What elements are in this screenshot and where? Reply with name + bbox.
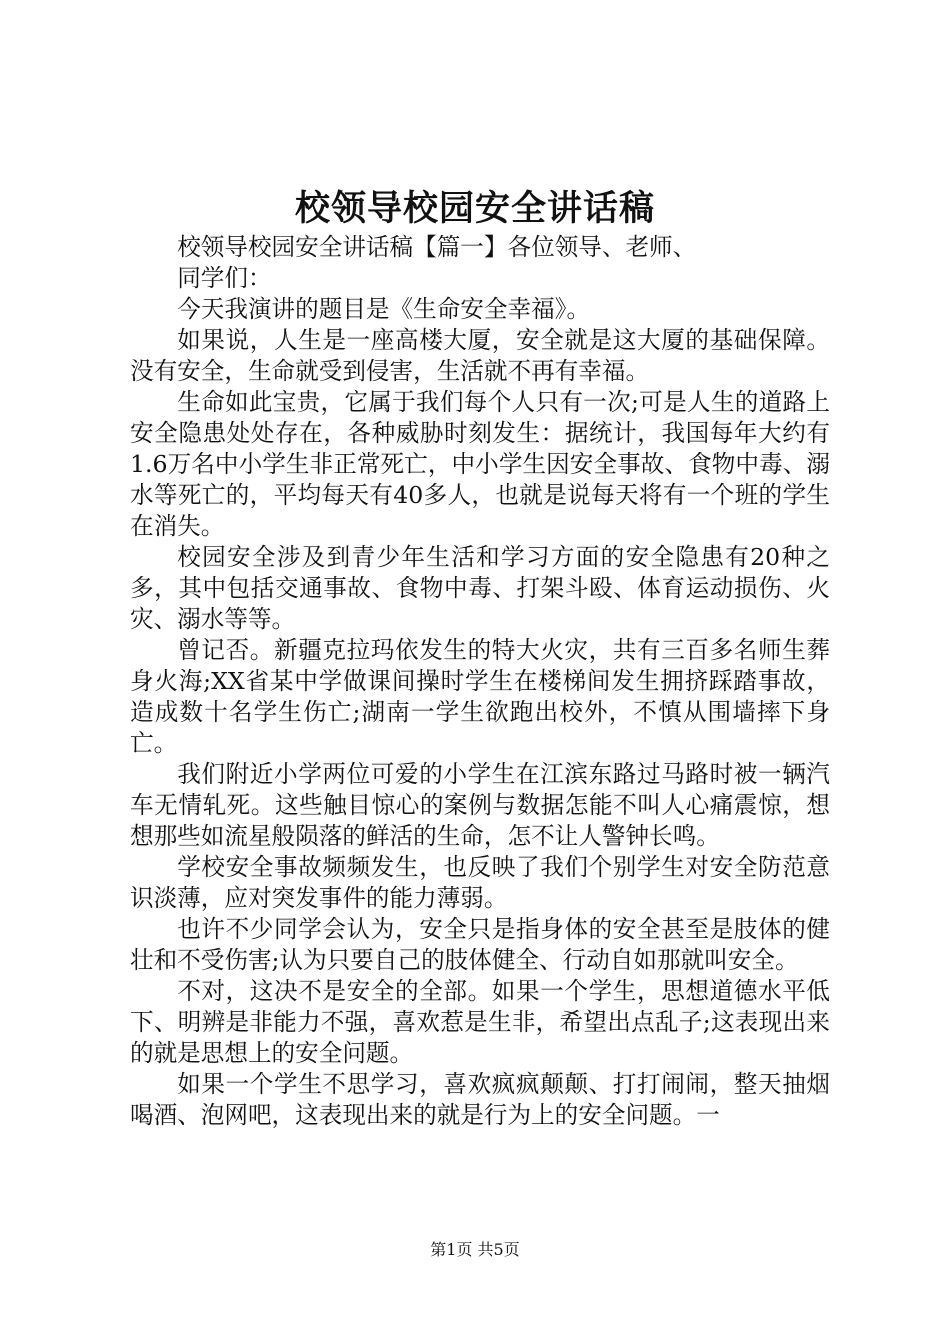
document-title: 校领导校园安全讲话稿 — [294, 188, 655, 229]
paragraph: 曾记否。新疆克拉玛依发生的特大火灾，共有三百多名师生葬身火海;XX省某中学做课间操时学生在楼梯间发生拥挤踩踏事故，造成数十名学生伤亡;湖南一学生欲跑出校外，不慎从围墙摔下身亡。 — [130, 636, 830, 757]
document-body — [130, 232, 830, 1131]
paragraph: 校园安全涉及到青少年生活和学习方面的安全隐患有20种之多，其中包括交通事故、食物中毒、打架斗殴、体育运动损伤、火灾、溺水等等。 — [130, 543, 830, 633]
page-footer: 第1页 共5页 — [430, 1240, 520, 1259]
paragraph: 同学们： — [177, 264, 272, 292]
paragraph: 如果一个学生不思学习，喜欢疯疯颠颠、打打闹闹，整天抽烟喝酒、泡网吧，这表现出来的就是行为上的安全问题。一 — [130, 1070, 830, 1129]
paragraph: 也许不少同学会认为，安全只是指身体的安全甚至是肢体的健壮和不受伤害;认为只要自己的肢体健全、行动自如那就叫安全。 — [130, 915, 830, 974]
paragraph: 如果说，人生是一座高楼大厦，安全就是这大厦的基础保障。没有安全，生命就受到侵害，生活就不再有幸福。 — [130, 326, 830, 385]
paragraph: 不对，这决不是安全的全部。如果一个学生，思想道德水平低下、明辨是非能力不强，喜欢惹是生非，希望出点乱子;这表现出来的就是思想上的安全问题。 — [130, 977, 830, 1067]
paragraph: 今天我演讲的题目是《生命安全幸福》。 — [177, 295, 591, 323]
paragraph: 校领导校园安全讲话稿【篇一】各位领导、老师、 — [177, 233, 697, 261]
paragraph: 我们附近小学两位可爱的小学生在江滨东路过马路时被一辆汽车无情轧死。这些触目惊心的案例与数据怎能不叫人心痛震惊，想想那些如流星般陨落的鲜活的生命，怎不让人警钟长鸣。 — [130, 760, 830, 850]
paragraph: 生命如此宝贵，它属于我们每个人只有一次;可是人生的道路上安全隐患处处存在，各种威胁时刻发生：据统计，我国每年大约有1.6万名中小学生非正常死亡，中小学生因安全事故、食物中毒、溺水等死亡的，平均每天有40多人，也就是说每天将有一个班的学生在消失。 — [130, 388, 830, 540]
paragraph: 学校安全事故频频发生，也反映了我们个别学生对安全防范意识淡薄，应对突发事件的能力薄弱。 — [130, 853, 830, 912]
